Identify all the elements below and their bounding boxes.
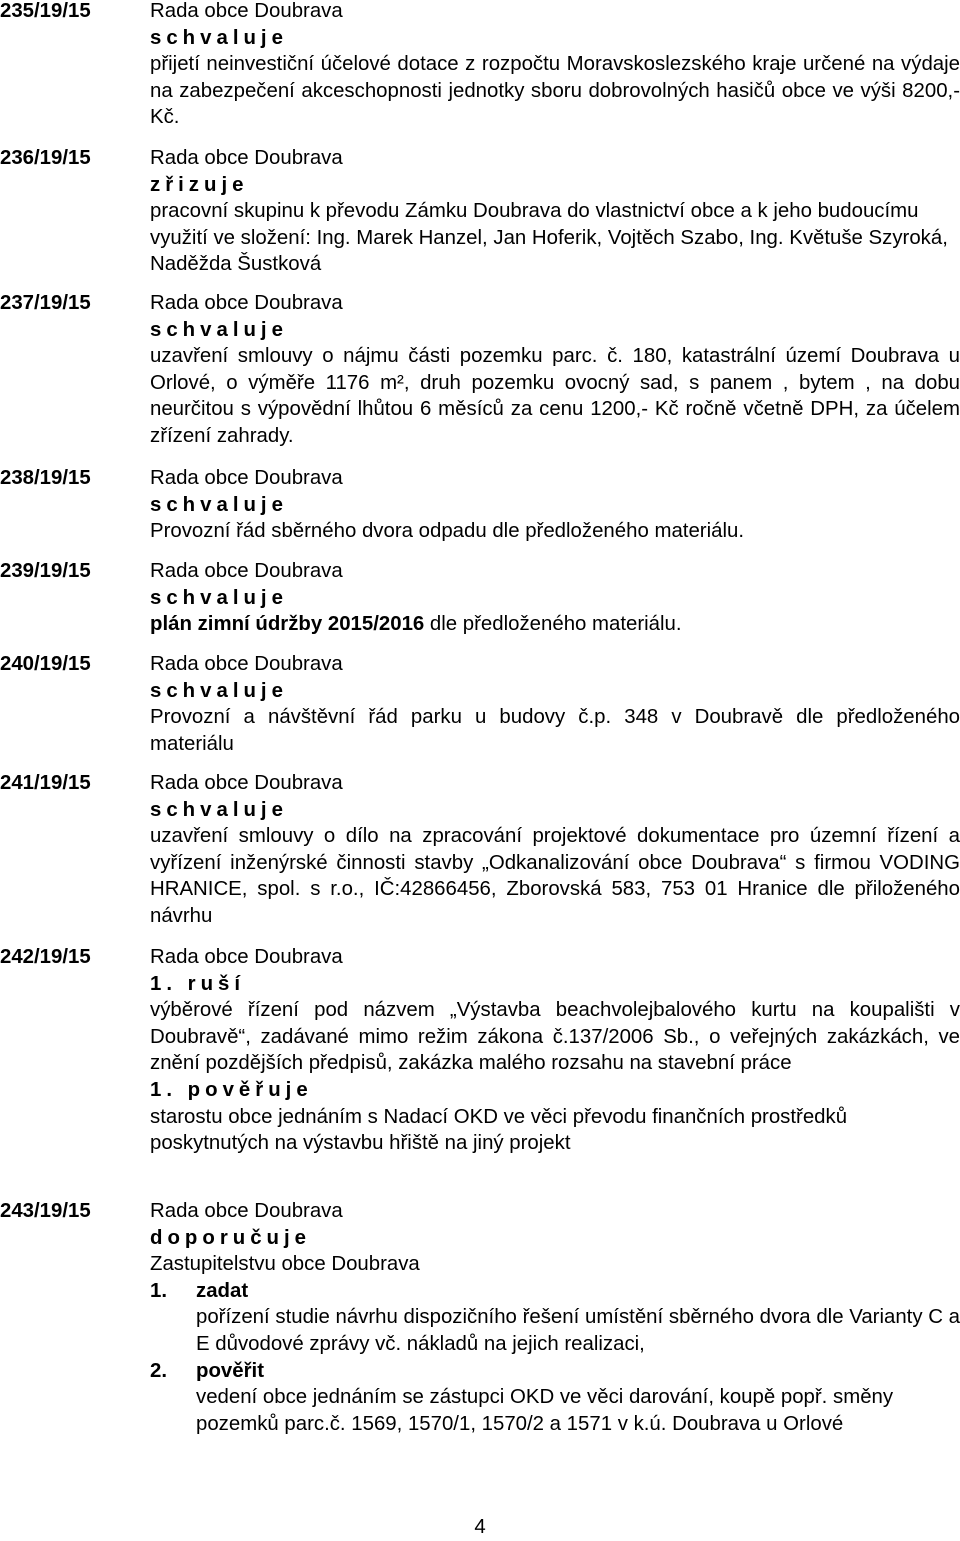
resolution-text: Provozní a návštěvní řád parku u budovy č.p. 348 v Doubravě dle předloženého materiálu <box>150 706 960 755</box>
resolution-verb: schvaluje <box>150 493 288 516</box>
resolution-text-rest: dle předloženého materiálu. <box>424 613 682 636</box>
resolution-body: Rada obce Doubrava <box>150 467 343 489</box>
resolution-recipient: Zastupitelstvu obce Doubrava <box>150 1253 420 1276</box>
resolution-body: Rada obce Doubrava <box>150 560 343 582</box>
resolution-verb: doporučuje <box>150 1226 312 1249</box>
resolution-item <box>150 1278 960 1358</box>
resolution-text-bold: plán zimní údržby 2015/2016 <box>150 613 425 636</box>
resolution-body: Rada obce Doubrava <box>150 1200 343 1222</box>
resolution-body: Rada obce Doubrava <box>150 292 343 314</box>
resolution-number: 240/19/15 <box>0 653 91 675</box>
resolution-number: 235/19/15 <box>0 0 91 22</box>
resolution-text: uzavření smlouvy o nájmu části pozemku parc. č. 180, katastrální území Doubrava u Orlové, o výměře 1176 m², druh pozemku ovocný sad, s panem , bytem , na dobu neurčitou s výpovědní lhůtou 6 měsíců za cenu 1200,- Kč ročně včetně DPH, za účelem zřízení zahrady. <box>150 345 960 447</box>
resolution-number: 242/19/15 <box>0 946 91 968</box>
resolution-number: 236/19/15 <box>0 147 91 169</box>
item-number: 1. <box>150 1279 168 1302</box>
resolution-verb: schvaluje <box>150 26 288 49</box>
resolution-text: uzavření smlouvy o dílo na zpracování projektové dokumentace pro územní řízení a vyřízení inženýrské činnosti stavby „Odkanalizování obce Doubrava“ s firmou VODING HRANICE, spol. s r.o., IČ:42866456, Zborovská 583, 753 01 Hranice dle přiloženého návrhu <box>150 825 960 927</box>
resolution-text-2: starostu obce jednáním s Nadací OKD ve věci převodu finančních prostředků poskytnutých na výstavbu hřiště na jiný projekt <box>150 1105 848 1155</box>
resolution-number: 243/19/15 <box>0 1200 91 1222</box>
resolution-verb: schvaluje <box>150 318 288 341</box>
resolution-number: 241/19/15 <box>0 772 91 794</box>
item-number: 2. <box>150 1359 168 1382</box>
item-heading: pověřit <box>196 1359 264 1382</box>
resolution-body: Rada obce Doubrava <box>150 772 343 794</box>
resolution-number: 237/19/15 <box>0 292 91 314</box>
page-number: 4 <box>474 1516 486 1538</box>
item-heading: zadat <box>196 1279 249 1302</box>
resolution-item <box>150 1358 960 1438</box>
resolution-text: Provozní řád sběrného dvora odpadu dle předloženého materiálu. <box>150 520 744 543</box>
resolution-number: 239/19/15 <box>0 560 91 582</box>
resolution-text: pracovní skupinu k převodu Zámku Doubrava do vlastnictví obce a k jeho budoucímu využití ve složení: Ing. Marek Hanzel, Jan Hoferik, Vojtěch Szabo, Ing. Květuše Szyroká, Naděžda Šustková <box>150 200 948 276</box>
resolution-body: Rada obce Doubrava <box>150 653 343 675</box>
resolution-body: Rada obce Doubrava <box>150 147 343 169</box>
item-text: vedení obce jednáním se zástupci OKD ve věci darování, koupě popř. směny pozemků parc.č. 1569, 1570/1, 1570/2 a 1571 v k.ú. Doubrava u Orlové <box>196 1386 894 1435</box>
resolution-verb: zřizuje <box>150 173 249 196</box>
resolution-body: Rada obce Doubrava <box>150 0 343 22</box>
item-text: pořízení studie návrhu dispozičního řešení umístění sběrného dvora dle Varianty C a E důvodové zprávy vč. nákladů na jejich realizaci, <box>196 1306 960 1355</box>
resolution-verb: schvaluje <box>150 798 288 821</box>
resolution-text <box>150 611 960 638</box>
resolution-verb: schvaluje <box>150 679 288 702</box>
resolution-verb: schvaluje <box>150 586 288 609</box>
resolution-body: Rada obce Doubrava <box>150 946 343 968</box>
resolution-verb-2: 1. pověřuje <box>150 1078 313 1101</box>
resolution-verb: 1. ruší <box>150 972 246 995</box>
resolution-number: 238/19/15 <box>0 467 91 489</box>
resolution-text: výběrové řízení pod názvem „Výstavba beachvolejbalového kurtu na koupališti v Doubravě“, zadávané mimo režim zákona č.137/2006 Sb., o veřejných zakázkách, ve znění pozdějších předpisů, zakázka malého rozsahu na stavební práce <box>150 999 960 1075</box>
resolution-text: přijetí neinvestiční účelové dotace z rozpočtu Moravskoslezského kraje určené na výdaje na zabezpečení akceschopnosti jednotky sboru dobrovolných hasičů obce ve výši 8200,- Kč. <box>150 53 960 129</box>
